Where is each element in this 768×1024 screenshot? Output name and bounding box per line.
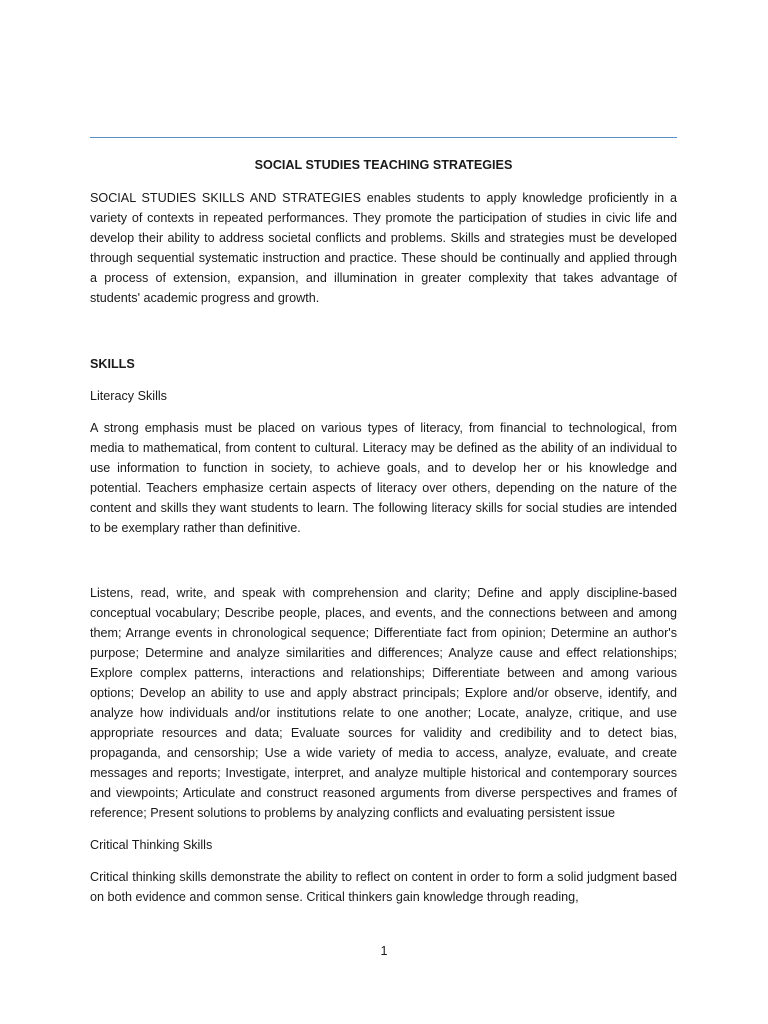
document-body <box>90 155 677 907</box>
header-divider <box>90 137 677 138</box>
section-heading-skills: SKILLS <box>90 357 135 371</box>
subheading-literacy-skills: Literacy Skills <box>90 389 167 403</box>
literacy-skills-list: Listens, read, write, and speak with comprehension and clarity; Define and apply discipline-based conceptual vocabulary; Describe people, places, and events, and the connections between and among them; Arrange events in chronological sequence; Differentiate fact from opinion; Determine an author's purpose; Determine and analyze similarities and differences; Analyze cause and effect relationships; Explore complex patterns, interactions and relationships; Differentiate between and among various options; Develop an ability to use and apply abstract principals; Explore and/or observe, identify, and analyze how individuals and/or institutions relate to one another; Locate, analyze, critique, and use appropriate resources and data; Evaluate sources for validity and credibility and to detect bias, propaganda, and censorship; Use a wide variety of media to access, analyze, evaluate, and create messages and reports; Investigate, interpret, and analyze multiple historical and contemporary sources and viewpoints; Articulate and construct reasoned arguments from diverse perspectives and frames of reference; Present solutions to problems by analyzing conflicts and evaluating persistent issue <box>90 586 677 820</box>
critical-thinking-paragraph: Critical thinking skills demonstrate the ability to reflect on content in order to form a solid judgment based on both evidence and common sense. Critical thinkers gain knowledge through reading, <box>90 870 677 904</box>
subheading-critical-thinking-skills: Critical Thinking Skills <box>90 838 213 852</box>
literacy-paragraph: A strong emphasis must be placed on various types of literacy, from financial to technological, from media to mathematical, from content to cultural. Literacy may be defined as the ability of an individual to use information to function in society, to achieve goals, and to develop her or his knowledge and potential. Teachers emphasize certain aspects of literacy over others, depending on the nature of the content and skills they want students to learn. The following literacy skills for social studies are intended to be exemplary rather than definitive. <box>90 421 677 535</box>
page-number: 1 <box>380 944 388 958</box>
intro-paragraph: SOCIAL STUDIES SKILLS AND STRATEGIES enables students to apply knowledge proficiently in a variety of contexts in repeated performances. They promote the participation of studies in civic life and develop their ability to address societal conflicts and problems. Skills and strategies must be developed through sequential systematic instruction and practice. These should be continually and applied through a process of extension, expansion, and illumination in greater complexity that takes advantage of students' academic progress and growth. <box>90 191 677 305</box>
document-title: SOCIAL STUDIES TEACHING STRATEGIES <box>254 158 513 172</box>
